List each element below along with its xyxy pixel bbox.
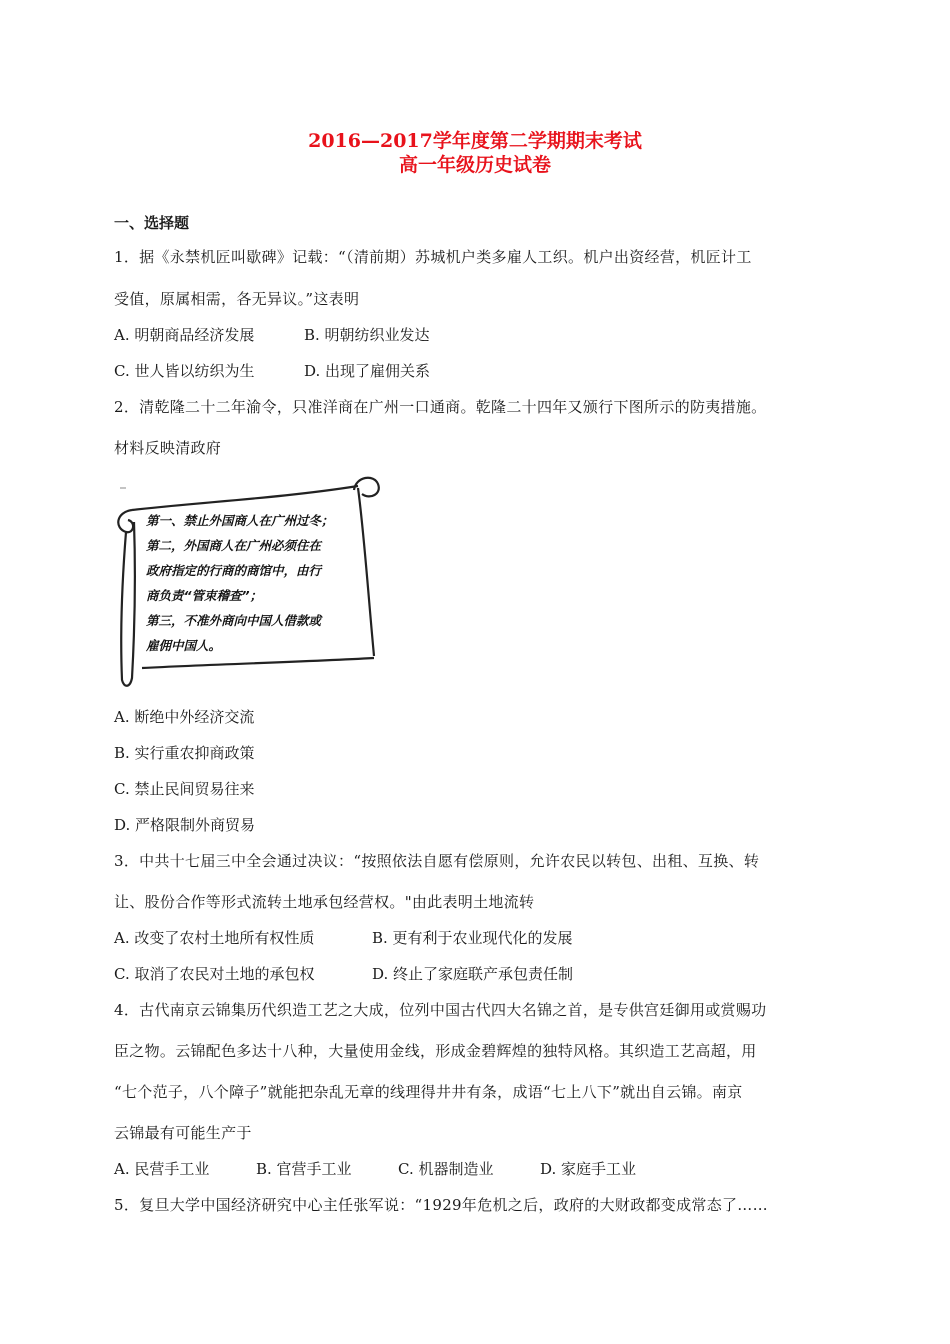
- question-4-stem-line4: 云锦最有可能生产于: [114, 1124, 252, 1142]
- scroll-line-5: 第三，不准外商向中国人借款或: [146, 613, 322, 628]
- question-1-option-b: B. 明朝纺织业发达: [304, 326, 430, 344]
- question-3-option-b: B. 更有利于农业现代化的发展: [372, 929, 573, 947]
- question-4-option-d: D. 家庭手工业: [540, 1160, 637, 1178]
- question-2-stem-line1: 2．清乾隆二十二年渝令，只准洋商在广州一口通商。乾隆二十四年又颁行下图所示的防夷措施。: [114, 398, 767, 416]
- question-3-option-c: C. 取消了农民对土地的承包权: [114, 965, 315, 983]
- scroll-line-2: 第二，外国商人在广州必须住在: [146, 538, 322, 553]
- scroll-line-6: 雇佣中国人。: [146, 638, 222, 653]
- question-4-stem-line2: 臣之物。云锦配色多达十八种，大量使用金线，形成金碧辉煌的独特风格。其织造工艺高超，用: [114, 1042, 757, 1060]
- section-title: 一、选择题: [114, 214, 190, 232]
- question-4-option-c: C. 机器制造业: [398, 1160, 494, 1178]
- scroll-line-1: 第一、禁止外国商人在广州过冬；: [146, 513, 334, 528]
- question-2-option-d: D. 严格限制外商贸易: [114, 816, 256, 834]
- question-4-option-b: B. 官营手工业: [256, 1160, 352, 1178]
- question-5-stem-line1: 5．复旦大学中国经济研究中心主任张军说：“1929年危机之后，政府的大财政都变成常态了……: [114, 1196, 768, 1214]
- question-1-stem-line2: 受值，原属相需，各无异议。”这表明: [114, 290, 360, 308]
- question-4-stem-line1: 4．古代南京云锦集历代织造工艺之大成，位列中国古代四大名锦之首，是专供宫廷御用或赏赐功: [114, 1001, 767, 1019]
- question-2-option-b: B. 实行重农抑商政策: [114, 744, 255, 762]
- question-3-option-d: D. 终止了家庭联产承包责任制: [372, 965, 574, 983]
- question-4-option-a: A. 民营手工业: [114, 1160, 210, 1178]
- scroll-text: [146, 508, 370, 658]
- question-1-option-c: C. 世人皆以纺织为生: [114, 362, 255, 380]
- exam-title: 2016—2017学年度第二学期期末考试: [308, 130, 642, 152]
- scroll-line-3: 政府指定的行商的商馆中，由行: [146, 563, 322, 578]
- question-2-option-a: A. 断绝中外经济交流: [114, 708, 255, 726]
- question-1-option-d: D. 出现了雇佣关系: [304, 362, 431, 380]
- question-2-option-c: C. 禁止民间贸易往来: [114, 780, 255, 798]
- question-4-stem-line3: “七个范子，八个障子”就能把杂乱无章的线理得井井有条，成语“七上八下”就出自云锦。南京: [114, 1083, 743, 1101]
- question-1-stem-line1: 1．据《永禁机匠叫歇碑》记载：“（清前期）苏城机户类多雇人工织。机户出资经营，机匠计工: [114, 248, 752, 266]
- question-1-option-a: A. 明朝商品经济发展: [114, 326, 255, 344]
- exam-subtitle: 高一年级历史试卷: [398, 154, 551, 176]
- question-3-stem-line1: 3．中共十七届三中全会通过决议：“按照依法自愿有偿原则，允许农民以转包、出租、互换、转: [114, 852, 760, 870]
- question-3-stem-line2: 让、股份合作等形式流转土地承包经营权。"由此表明土地流转: [114, 893, 535, 911]
- question-2-stem-line2: 材料反映清政府: [114, 439, 222, 457]
- question-3-option-a: A. 改变了农村土地所有权性质: [114, 929, 315, 947]
- scroll-line-4: 商负责“管束稽查”；: [146, 588, 263, 603]
